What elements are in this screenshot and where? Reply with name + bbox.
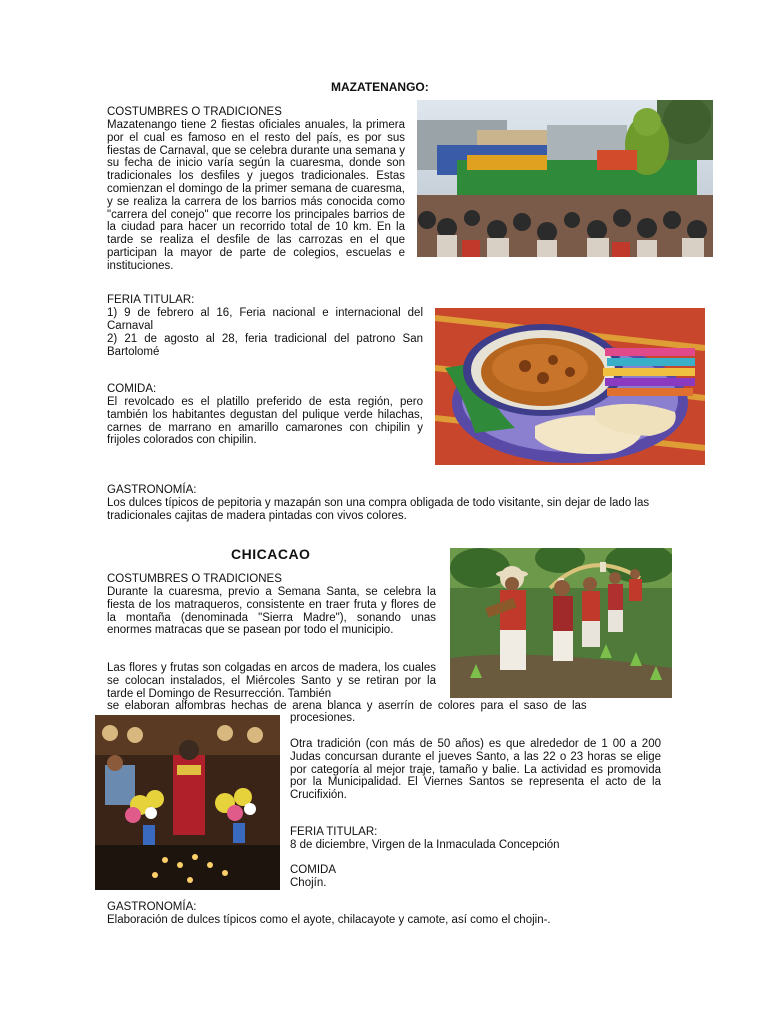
mazatenango-comida-text: El revolcado es el platillo preferido de esta región, pero también los habitantes degustan del pulique verde hilachas, carnes de marrano en amarillo camarones con chipilin y frijoles colorados con chipilin. xyxy=(107,396,423,447)
chicacao-alfombras-text: se elaboran alfombras hechas de arena blanca y aserrín de colores para el saso de las xyxy=(107,700,587,712)
chicacao-flores-text: Las flores y frutas son colgadas en arcos de madera, los cuales se colocan instalados, el Miércoles Santo y se retiran por la tarde el Domingo de Resurrección. También xyxy=(107,662,436,700)
chicacao-otra-tradicion-text: Otra tradición (con más de 50 años) es que alrededor de 1 00 a 200 Judas concursan durante el jueves Santo, a las 22 o 23 horas se elige por categoría al mejor traje, tamaño y balie. La actividad es promovida por la Municipalidad. El Viernes Santos se representa el acto de la Crucifixión. xyxy=(290,738,661,802)
section-title-mazatenango: MAZATENANGO: xyxy=(331,80,429,94)
chicacao-gastronomia-label: GASTRONOMÍA: xyxy=(107,901,197,913)
mazatenango-gastronomia-text: Los dulces típicos de pepitoria y mazapán son una compra obligada de todo visitante, sin dejar de lado las tradicionales cajitas de madera pintadas con vivos colores. xyxy=(107,497,650,522)
chicacao-comida-text: Chojín. xyxy=(290,877,327,889)
chicacao-procesiones-text: procesiones. xyxy=(290,712,356,724)
mazatenango-comida-label: COMIDA: xyxy=(107,383,157,395)
mazatenango-costumbres-text: Mazatenango tiene 2 fiestas oficiales anuales, la primera por el cual es famoso en el resto del país, es por sus fiestas de Carnaval, que se celebra durante una semana y su fecha de inicio varía según la cuaresma, donde son tradicionales los desfiles y juegos tradicionales. Estas comienzan el domingo de la primer semana de cuaresma, y se realiza la carrera de los barrios más conocida como "carrera del conejo" que recorre los principales barrios de la ciudad para hacer un recorrido total de 10 km. En la tarde se realiza el desfile de las carrozas en el que participan la mayor de parte de colegios, escuelas e instituciones. xyxy=(107,119,405,272)
section-title-chicacao: CHICACAO xyxy=(231,546,311,562)
altar-flowers-photo xyxy=(95,715,280,890)
chicacao-gastronomia-text: Elaboración de dulces típicos como el ayote, chilacayote y camote, así como el chojin-. xyxy=(107,914,551,926)
mazatenango-feria-item-1: 1) 9 de febrero al 16, Feria nacional e internacional del Carnaval xyxy=(107,307,423,332)
chicacao-costumbres-text: Durante la cuaresma, previo a Semana Santa, se celebra la fiesta de los matraqueros, consistente en traer fruta y flores de la montaña (denominada "Sierra Madre"), sonando unas enormes matracas que se pasean por todo el municipio. xyxy=(107,586,436,637)
chicacao-feria-text: 8 de diciembre, Virgen de la Inmaculada Concepción xyxy=(290,839,560,851)
carnival-parade-photo xyxy=(417,100,713,257)
chicacao-costumbres-label: COSTUMBRES O TRADICIONES xyxy=(107,573,282,585)
mazatenango-feria-label: FERIA TITULAR: xyxy=(107,294,195,306)
chicacao-feria-label: FERIA TITULAR: xyxy=(290,826,378,838)
mazatenango-gastronomia-label: GASTRONOMÍA: xyxy=(107,484,197,496)
mazatenango-feria-item-2: 2) 21 de agosto al 28, feria tradicional del patrono San Bartolomé xyxy=(107,333,423,358)
mazatenango-costumbres-label: COSTUMBRES O TRADICIONES xyxy=(107,106,282,118)
chicacao-comida-label: COMIDA xyxy=(290,864,336,876)
matraqueros-procession-photo xyxy=(450,548,672,698)
food-dish-photo xyxy=(435,308,705,465)
